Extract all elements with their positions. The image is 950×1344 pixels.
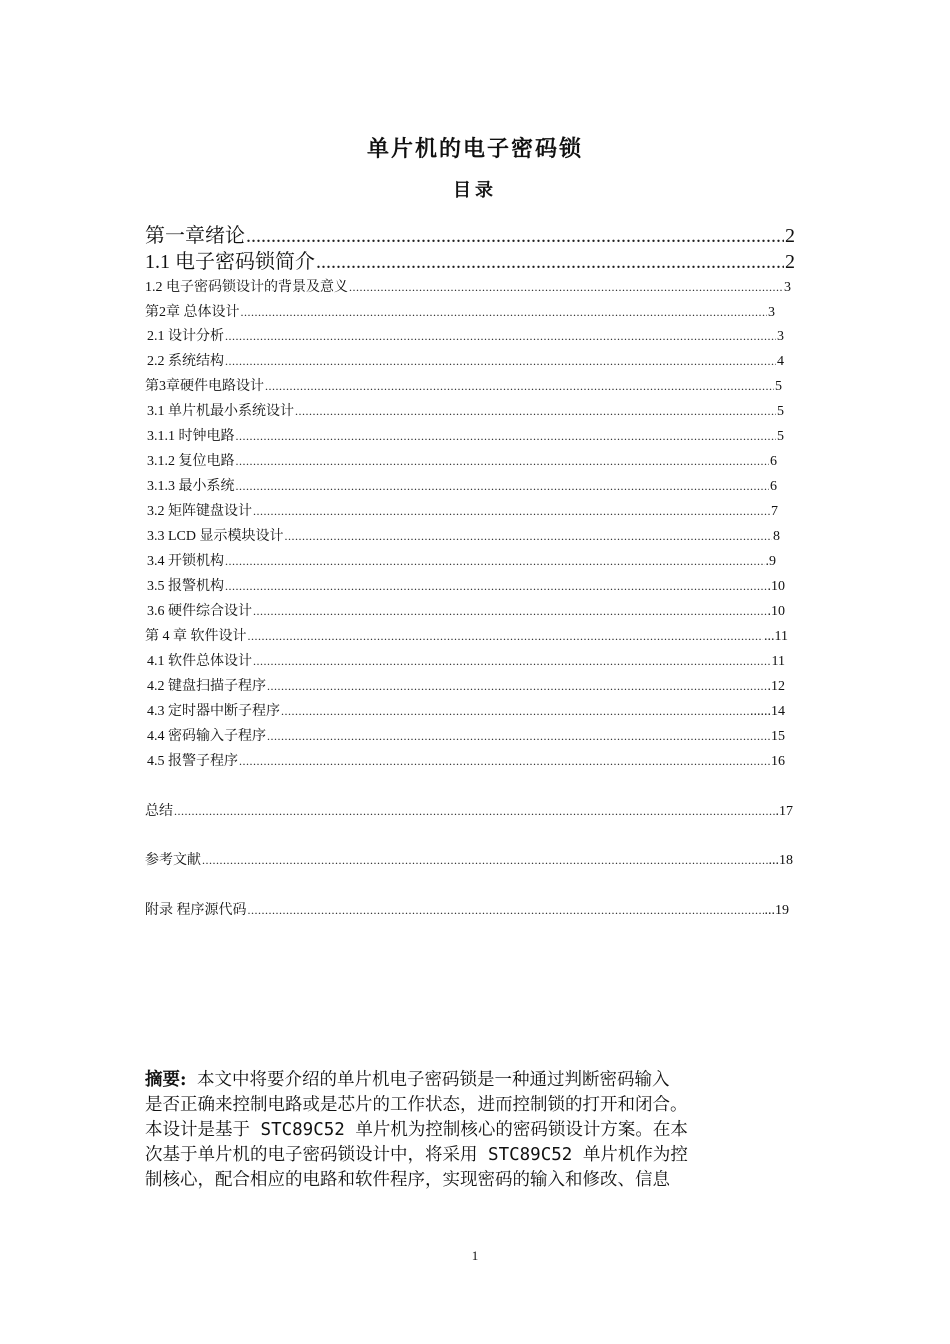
toc-entry-page: 8: [773, 529, 780, 544]
toc-entry-page: ......14: [750, 704, 785, 719]
toc-entry[interactable]: [145, 377, 782, 396]
toc-entry-page: 7: [771, 504, 778, 519]
toc-entry-label: 3.5 报警机构: [147, 579, 224, 594]
toc-entry[interactable]: [147, 552, 776, 571]
toc-leader-dots: [267, 677, 767, 695]
toc-leader-dots: [265, 377, 774, 395]
document-title: 单片机的电子密码锁: [366, 136, 583, 162]
toc-entry[interactable]: [147, 652, 785, 671]
toc-entry-label: 3.2 矩阵键盘设计: [147, 504, 252, 519]
toc-entry[interactable]: [147, 452, 777, 471]
toc-entry-label: 3.6 硬件综合设计: [147, 604, 252, 619]
toc-entry[interactable]: [145, 303, 775, 322]
toc-leader-dots: [253, 652, 771, 670]
toc-leader-dots: [295, 402, 776, 420]
abstract-text: 本文中将要介绍的单片机电子密码锁是一种通过判断密码输入: [186, 1070, 670, 1090]
toc-entry-label: 总结: [145, 804, 173, 819]
toc-leader-dots: [248, 901, 764, 919]
page-number: 1: [471, 1248, 479, 1263]
toc-entry[interactable]: [147, 752, 785, 771]
toc-entry-page: ...19: [764, 903, 789, 918]
toc-entry-page: 2: [785, 225, 795, 247]
toc-entry[interactable]: [147, 702, 785, 721]
toc-leader-dots: [246, 224, 784, 248]
toc-entry[interactable]: [147, 727, 785, 746]
toc-entry-label: 1.2 电子密码锁设计的背景及意义: [145, 280, 348, 295]
toc-leader-dots: [239, 752, 770, 770]
toc-entry-label: 3.4 开锁机构: [147, 554, 224, 569]
toc-entry-page: 11: [771, 654, 785, 669]
toc-entry-label: 2.2 系统结构: [147, 354, 224, 369]
toc-leader-dots: [225, 577, 767, 595]
toc-entry-page: .9: [765, 554, 776, 569]
toc-entry-page: ...11: [764, 629, 788, 644]
abstract-keyword: 摘要:: [145, 1070, 187, 1090]
toc-entry-page: .10: [767, 604, 785, 619]
toc-leader-dots: [281, 702, 749, 720]
toc-entry-page: .17: [775, 804, 793, 819]
toc-entry-label: 4.3 定时器中断子程序: [147, 704, 280, 719]
toc-entry-label: 参考文献: [145, 853, 201, 868]
toc-entry-page: .10: [767, 579, 785, 594]
toc-entry-page: 3: [777, 329, 784, 344]
toc-leader-dots: [202, 851, 768, 869]
toc-entry-page: 5: [777, 429, 784, 444]
toc-leader-dots: [349, 278, 783, 296]
toc-entry-label: 3.1.2 复位电路: [147, 454, 235, 469]
abstract-line-1: [145, 1068, 815, 1093]
toc-entry-page: 5: [775, 379, 782, 394]
toc-entry-page: 2: [785, 251, 795, 273]
toc-entry-page: 3: [784, 280, 791, 295]
abstract-text: 制核心，配合相应的电路和软件程序，实现密码的输入和修改、信息: [145, 1170, 670, 1190]
toc-entry[interactable]: [147, 477, 777, 496]
toc-entry-page: 5: [777, 404, 784, 419]
toc-entry-label: 4.5 报警子程序: [147, 754, 238, 769]
toc-entry-page: .12: [767, 679, 785, 694]
toc-entry-page: 16: [771, 754, 785, 769]
abstract-text: 本设计是基于 STC89C52 单片机为控制核心的密码锁设计方案。在本: [145, 1120, 688, 1140]
toc-entry-page: 15: [771, 729, 785, 744]
toc-leader-dots: [236, 452, 770, 470]
toc-entry[interactable]: [147, 577, 785, 596]
toc-leader-dots: [225, 552, 765, 570]
toc-entry[interactable]: [145, 901, 789, 920]
toc-entry[interactable]: [145, 224, 795, 248]
toc-entry-label: 2.1 设计分析: [147, 329, 224, 344]
toc-leader-dots: [241, 303, 768, 321]
toc-entry[interactable]: [147, 502, 778, 521]
toc-entry-label: 3.3 LCD 显示模块设计: [147, 529, 284, 544]
toc-leader-dots: [267, 727, 770, 745]
abstract-paragraph: [145, 1068, 815, 1193]
abstract-text: 是否正确来控制电路或是芯片的工作状态，进而控制锁的打开和闭合。: [145, 1095, 688, 1115]
toc-entry[interactable]: [147, 327, 784, 346]
toc-leader-dots: [248, 627, 764, 645]
toc-leader-dots: [174, 802, 775, 820]
toc-entry-page: 6: [770, 454, 777, 469]
toc-leader-dots: [253, 602, 767, 620]
toc-entry-label: 第一章绪论: [145, 225, 245, 247]
toc-entry-label: 4.1 软件总体设计: [147, 654, 252, 669]
toc-entry[interactable]: [147, 402, 784, 421]
toc-entry-label: 第3章硬件电路设计: [145, 379, 264, 394]
toc-entry[interactable]: [147, 427, 784, 446]
toc-entry-label: 4.2 键盘扫描子程序: [147, 679, 266, 694]
toc-leader-dots: [236, 427, 777, 445]
toc-entry[interactable]: [147, 602, 785, 621]
toc-entry[interactable]: [145, 278, 791, 297]
toc-entry-label: 附录 程序源代码: [145, 903, 247, 918]
toc-entry[interactable]: [145, 851, 793, 870]
toc-leader-dots: [285, 527, 773, 545]
toc-entry-label: 3.1 单片机最小系统设计: [147, 404, 294, 419]
toc-entry[interactable]: [147, 677, 785, 696]
toc-entry-page: 4: [777, 354, 784, 369]
toc-entry-page: 3: [768, 305, 775, 320]
toc-entry-label: 第2章 总体设计: [145, 305, 240, 320]
toc-entry-label: 1.1 电子密码锁简介: [145, 251, 315, 273]
toc-leader-dots: [225, 352, 776, 370]
abstract-text: 次基于单片机的电子密码锁设计中，将采用 STC89C52 单片机作为控: [145, 1145, 688, 1165]
toc-leader-dots: [253, 502, 770, 520]
toc-entry-label: 4.4 密码输入子程序: [147, 729, 266, 744]
toc-entry[interactable]: [147, 352, 784, 371]
toc-entry[interactable]: [145, 802, 793, 821]
toc-leader-dots: [225, 327, 776, 345]
toc-entry-page: 6: [770, 479, 777, 494]
toc-entry-label: 第 4 章 软件设计: [145, 629, 247, 644]
toc-leader-dots: [316, 250, 784, 274]
toc-heading: 目录: [453, 180, 497, 201]
toc-entry[interactable]: [145, 627, 788, 646]
toc-leader-dots: [236, 477, 770, 495]
toc-entry[interactable]: [145, 250, 795, 274]
toc-entry[interactable]: [147, 527, 780, 546]
toc-entry-label: 3.1.3 最小系统: [147, 479, 235, 494]
toc-entry-page: ...18: [768, 853, 793, 868]
toc-entry-label: 3.1.1 时钟电路: [147, 429, 235, 444]
